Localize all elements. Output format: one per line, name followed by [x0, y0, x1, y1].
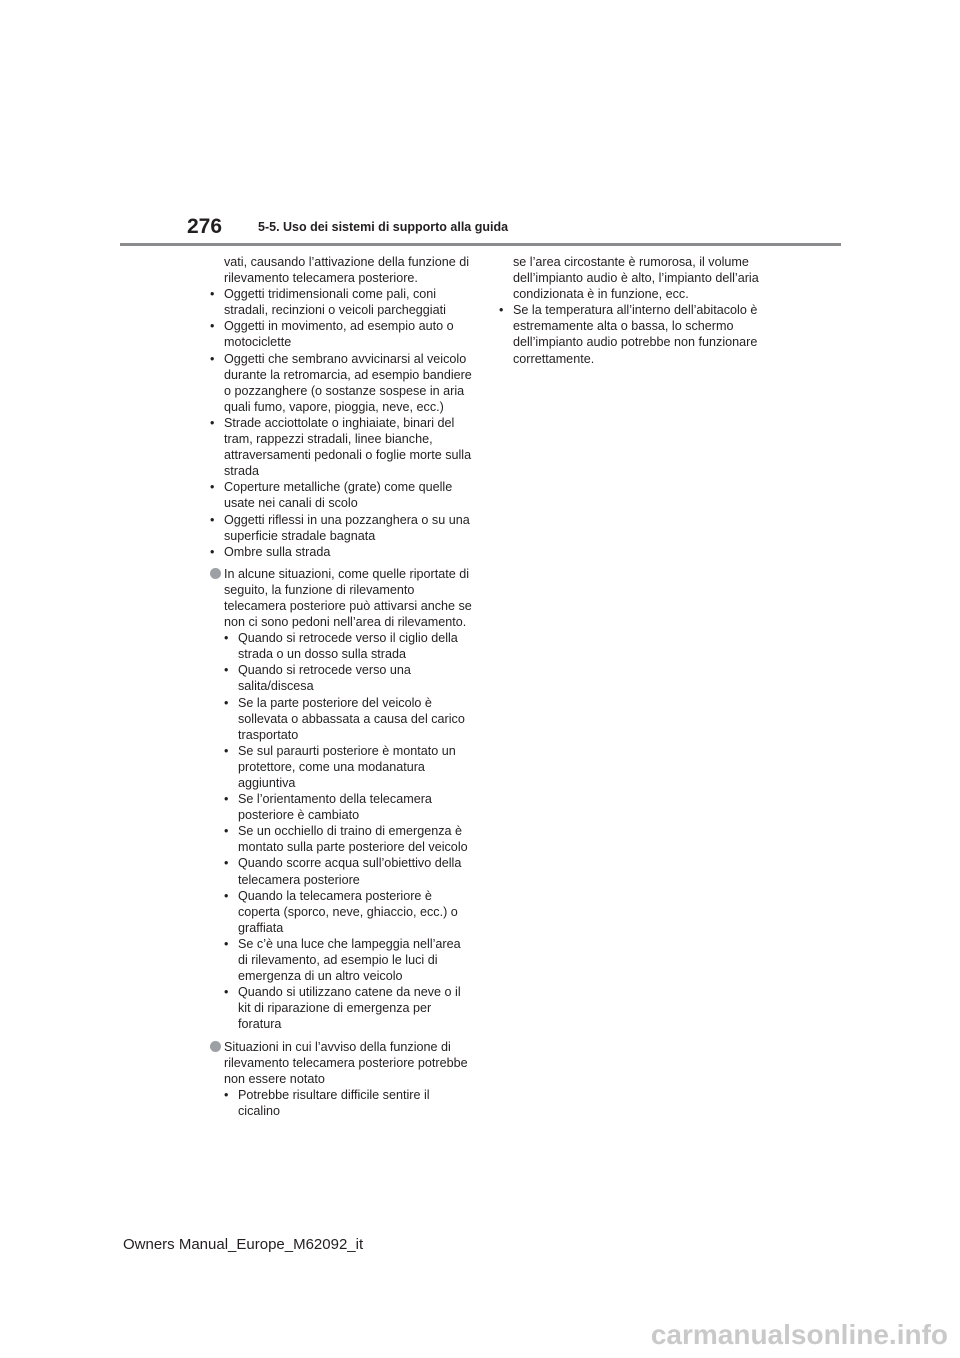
watermark: carmanualsonline.info [650, 1319, 948, 1350]
list-item: • Se la temperatura all’interno dell’abitacolo è estremamente alta o bassa, lo schermo dell’impianto audio potrebbe non funzionare correttamente. [499, 302, 761, 366]
header-divider [120, 243, 841, 246]
list-item: • Oggetti che sembrano avvicinarsi al veicolo durante la retromarcia, ad esempio bandiere o pozzanghere (o sostanze sospese in aria quali fumo, vapore, pioggia, neve, ecc.) [210, 351, 472, 415]
list-item: • Oggetti riflessi in una pozzanghera o su una superficie stradale bagnata [210, 512, 472, 544]
list-item: • Oggetti tridimensionali come pali, coni stradali, recinzioni o veicoli parcheggiati [210, 286, 472, 318]
list-item: • Ombre sulla strada [210, 544, 472, 560]
circle-bullet-icon [210, 568, 221, 579]
right-column [499, 254, 761, 367]
list-item: • Se la parte posteriore del veicolo è sollevata o abbassata a causa del carico trasportato [224, 695, 472, 743]
bullet-list [224, 1087, 472, 1119]
list-item: • Se un occhiello di traino di emergenza è montato sulla parte posteriore del veicolo [224, 823, 472, 855]
list-item: • Quando la telecamera posteriore è coperta (sporco, neve, ghiaccio, ecc.) o graffiata [224, 888, 472, 936]
continued-text: se l’area circostante è rumorosa, il volume dell’impianto audio è alto, l’impianto dell’aria condizionata è in funzione, ecc. [513, 255, 759, 302]
left-column [210, 254, 472, 1119]
list-item: • Coperture metalliche (grate) come quelle usate nei canali di scolo [210, 479, 472, 511]
list-item: • Se c’è una luce che lampeggia nell’area di rilevamento, ad esempio le luci di emergenza di un altro veicolo [224, 936, 472, 984]
bullet-list [224, 630, 472, 1032]
list-item: • Quando si retrocede verso una salita/discesa [224, 662, 472, 694]
note-item [210, 1039, 472, 1119]
note-text: In alcune situazioni, come quelle riportate di seguito, la funzione di rilevamento telecamera posteriore può attivarsi anche se non ci sono pedoni nell’area di rilevamento. [224, 566, 472, 630]
page-number: 276 [187, 215, 223, 238]
list-item: • Se sul paraurti posteriore è montato un protettore, come una modanatura aggiuntiva [224, 743, 472, 791]
bullet-list [499, 302, 761, 366]
circle-bullet-icon [210, 1041, 221, 1052]
note-text: Situazioni in cui l’avviso della funzione di rilevamento telecamera posteriore potrebbe non essere notato [224, 1039, 468, 1086]
bullet-list [210, 286, 472, 560]
section-title: 5-5. Uso dei sistemi di supporto alla guida [258, 220, 509, 234]
note-item [210, 566, 472, 1033]
continued-text: vati, causando l’attivazione della funzione di rilevamento telecamera posteriore. [224, 255, 470, 286]
list-item: • Quando si utilizzano catene da neve o il kit di riparazione di emergenza per foratura [224, 984, 472, 1032]
footer-text: Owners Manual_Europe_M62092_it [123, 1236, 364, 1253]
list-item: • Se l’orientamento della telecamera posteriore è cambiato [224, 791, 472, 823]
list-item: • Strade acciottolate o inghiaiate, binari del tram, rappezzi stradali, linee bianche, attraversamenti pedonali o foglie morte sulla strada [210, 415, 472, 479]
list-item: • Quando scorre acqua sull’obiettivo della telecamera posteriore [224, 855, 472, 887]
list-item: • Oggetti in movimento, ad esempio auto o motociclette [210, 318, 472, 350]
list-item: • Potrebbe risultare difficile sentire il cicalino [224, 1087, 472, 1119]
list-item: • Quando si retrocede verso il ciglio della strada o un dosso sulla strada [224, 630, 472, 662]
